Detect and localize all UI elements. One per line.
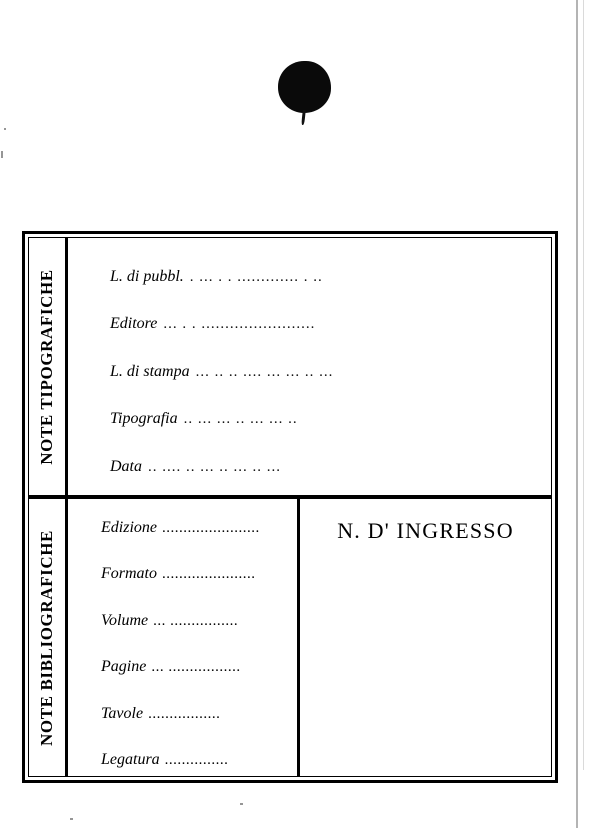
ink-blot-tail (301, 110, 306, 125)
field-label: Editore (110, 315, 158, 332)
field-label: Tipografia (110, 410, 178, 427)
scan-speck (4, 128, 6, 130)
field-row-editore[interactable] (110, 315, 537, 337)
field-row-luogo-stampa[interactable] (110, 363, 537, 385)
scan-speck (1, 151, 3, 158)
field-dotted-line: ... . . ........................ (163, 316, 316, 332)
accession-number-title: N. D' INGRESSO (337, 518, 514, 543)
field-dotted-line: ................. (148, 706, 221, 722)
field-row-tipografia[interactable] (110, 410, 537, 432)
field-row-legatura[interactable] (101, 751, 291, 773)
field-dotted-line: ...................... (162, 566, 256, 582)
bibliographic-fields (68, 499, 297, 776)
field-label: Volume (101, 612, 149, 629)
field-dotted-line: ....................... (162, 520, 260, 536)
field-label: Edizione (101, 519, 157, 536)
scan-edge-right-secondary (583, 0, 584, 770)
field-row-data[interactable] (110, 458, 537, 480)
field-row-tavole[interactable] (101, 705, 291, 727)
field-label: Tavole (101, 705, 144, 722)
field-dotted-line: ... ................ (153, 613, 239, 629)
field-row-pagine[interactable] (101, 658, 291, 680)
field-label: Data (110, 458, 142, 475)
field-label: Formato (101, 565, 157, 582)
field-row-luogo-pubblicazione[interactable] (110, 268, 537, 290)
section-label-bibliographic (29, 499, 65, 776)
field-label: Pagine (101, 658, 147, 675)
section-label-typographic-text: NOTE TIPOGRAFICHE (37, 268, 56, 465)
field-row-formato[interactable] (101, 565, 291, 587)
section-label-typographic (29, 238, 65, 495)
field-dotted-line: .. ... ... .. ... ... .. (183, 411, 298, 427)
field-dotted-line: ... .. .. .... ... ... .. ... (195, 364, 334, 380)
field-dotted-line: . ... . . ............. . .. (189, 269, 323, 285)
typographic-fields (68, 238, 551, 495)
field-label: L. di stampa (110, 363, 190, 380)
scan-edge-right (576, 0, 578, 828)
scan-speck (70, 818, 73, 820)
accession-number-box[interactable] (300, 499, 551, 776)
field-dotted-line: ... ................. (151, 659, 241, 675)
scan-speck (240, 803, 243, 805)
field-dotted-line: ............... (164, 752, 229, 768)
field-dotted-line: .. .... .. ... .. ... .. ... (148, 459, 281, 475)
field-label: L. di pubbl. (110, 268, 184, 285)
section-label-bibliographic-text: NOTE BIBLIOGRAFICHE (37, 529, 57, 746)
field-label: Legatura (101, 751, 160, 768)
field-row-volume[interactable] (101, 612, 291, 634)
field-row-edizione[interactable] (101, 519, 291, 541)
catalog-card-inner-border (28, 237, 552, 777)
catalog-card (22, 231, 558, 783)
ink-blot (278, 61, 331, 113)
